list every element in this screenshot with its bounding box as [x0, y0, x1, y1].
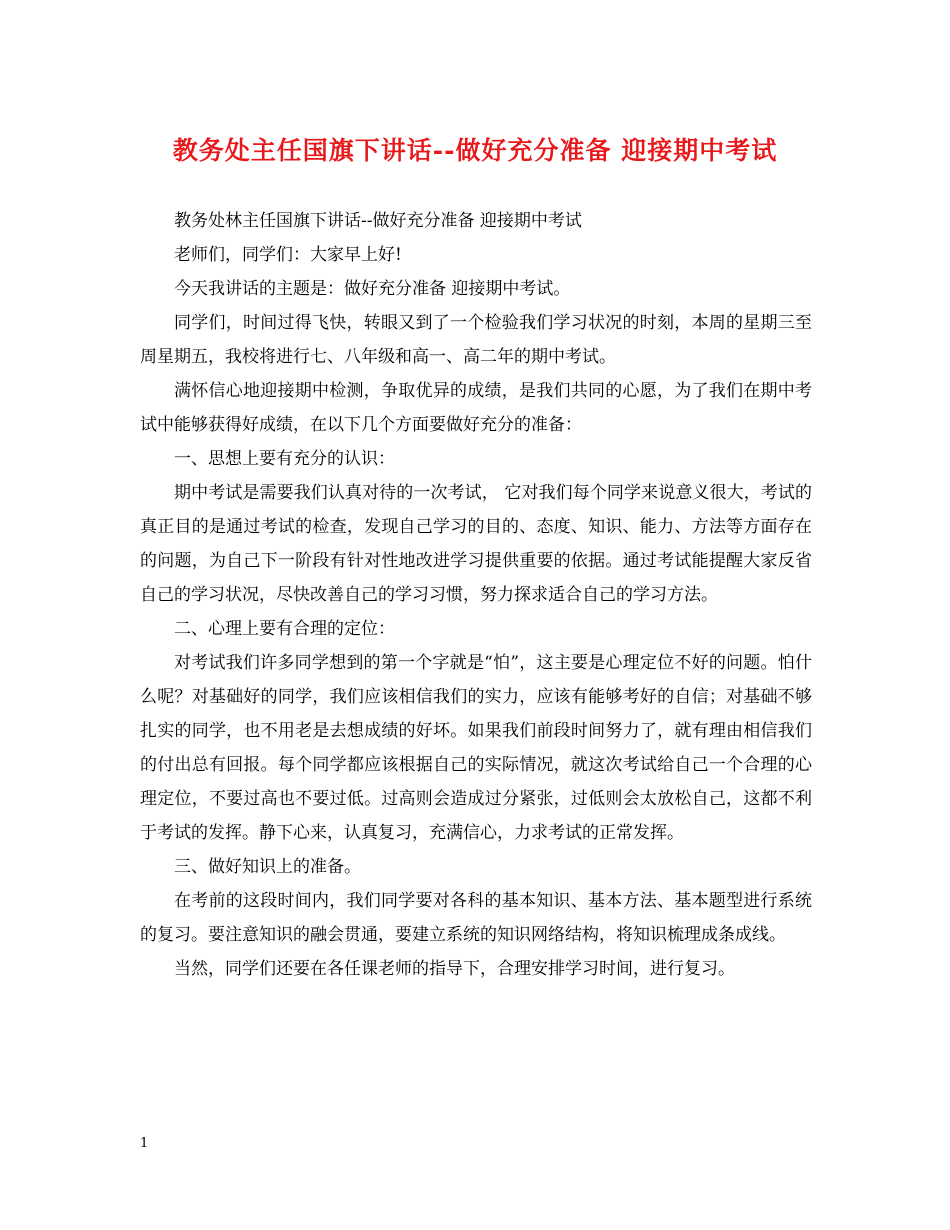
section-heading-knowledge: 三、做好知识上的准备。	[174, 857, 361, 877]
section-heading-mindset: 一、思想上要有充分的认识：	[174, 449, 395, 469]
paragraph-preparation-intro: 满怀信心地迎接期中检测，争取优异的成绩，是我们共同的心愿，为了我们在期中考试中能够获得好成绩，在以下几个方面要做好充分的准备：	[140, 381, 812, 435]
paragraph-exam-schedule: 同学们，时间过得飞快，转眼又到了一个检验我们学习状况的时刻，本周的星期三至周星期五，我校将进行七、八年级和高一、高二年的期中考试。	[140, 313, 812, 367]
paragraph-knowledge: 在考前的这段时间内，我们同学要对各科的基本知识、基本方法、基本题型进行系统的复习。要注意知识的融会贯通，要建立系统的知识网络结构，将知识梳理成条成线。	[140, 891, 812, 945]
document-title: 教务处主任国旗下讲话--做好充分准备 迎接期中考试	[172, 136, 778, 165]
paragraph-speech-heading: 教务处林主任国旗下讲话--做好充分准备 迎接期中考试	[174, 211, 582, 231]
page-number: 1	[140, 1136, 149, 1151]
paragraph-study-plan: 当然，同学们还要在各任课老师的指导下，合理安排学习时间，进行复习。	[174, 959, 735, 979]
document-body	[140, 204, 812, 986]
paragraph-greeting: 老师们，同学们：大家早上好!	[174, 245, 402, 265]
paragraph-topic: 今天我讲话的主题是：做好充分准备 迎接期中考试。	[174, 279, 571, 299]
section-heading-psychology: 二、心理上要有合理的定位：	[174, 619, 395, 639]
paragraph-mindset: 期中考试是需要我们认真对待的一次考试， 它对我们每个同学来说意义很大，考试的真正目的是通过考试的检查，发现自己学习的目的、态度、知识、能力、方法等方面存在的问题，为自己下一阶段有针对性地改进学习提供重要的依据。通过考试能提醒大家反省自己的学习状况，尽快改善自己的学习习惯，努力探求适合自己的学习方法。	[140, 483, 812, 605]
paragraph-psychology: 对考试我们许多同学想到的第一个字就是“怕”，这主要是心理定位不好的问题。怕什么呢？对基础好的同学，我们应该相信我们的实力，应该有能够考好的自信；对基础不够扎实的同学，也不用老是去想成绩的好坏。如果我们前段时间努力了，就有理由相信我们的付出总有回报。每个同学都应该根据自己的实际情况，就这次考试给自己一个合理的心理定位，不要过高也不要过低。过高则会造成过分紧张，过低则会太放松自己，这都不利于考试的发挥。静下心来，认真复习，充满信心，力求考试的正常发挥。	[140, 653, 812, 843]
